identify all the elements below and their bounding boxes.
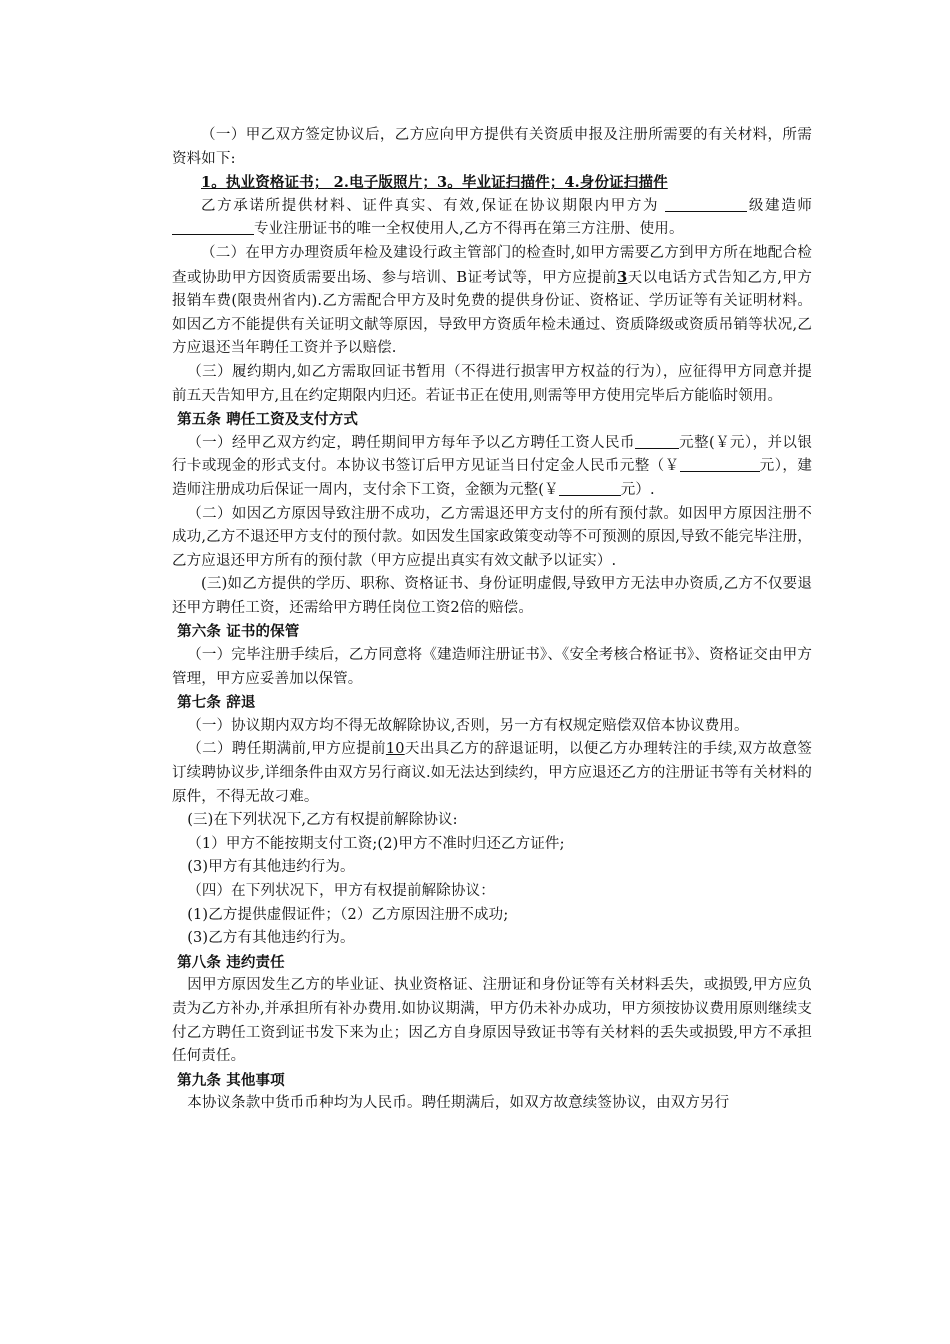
- dismissal-text-7: (1)乙方提供虚假证件；（2）乙方原因注册不成功;: [187, 906, 509, 923]
- dismissal-paragraph-6: [172, 880, 812, 904]
- dismissal-text-1: （一）协议期内双方均不得无故解除协议,否则，另一方有权规定赔偿双倍本协议费用。: [187, 717, 749, 734]
- dismissal-text-5: (3)甲方有其他违约行为。: [187, 859, 355, 876]
- dismissal-paragraph-2: [172, 738, 812, 809]
- dismissal-paragraph-1: [172, 715, 812, 739]
- liability-paragraph: [172, 974, 812, 1068]
- annual-salary-blank: [635, 433, 679, 449]
- borrow-text: （三）履约期内,如乙方需取回证书暂用（不得进行损害甲方权益的行为），应征得甲方同意并提前五天告知甲方,且在约定期限内归还。若证书正在使用,则需等甲方使用完毕后方能临时领用。: [172, 363, 812, 404]
- salary-text-d: 元整（￥: [619, 458, 680, 475]
- salary-text-f: 元整(￥: [508, 481, 559, 498]
- promise-paragraph: [172, 195, 812, 242]
- dismissal-paragraph-3: [172, 809, 812, 833]
- inspection-text-a: （二）在甲方办理资质年检及建设行政主管部门的检查时,如甲方需要乙方到甲方所在地配合检查或协助甲方因资质需要出场、参与培训、B证考试等，甲方应提前: [172, 244, 812, 286]
- certificate-borrow-paragraph: [172, 361, 812, 408]
- custody-text: （一）完毕注册手续后，乙方同意将《建造师注册证书》、《安全考核合格证书》、资格证交由甲方管理，甲方应妥善加以保管。: [172, 647, 812, 687]
- salary-text-a: （一）经甲乙双方约定，聘任期间甲方每年予以乙方聘任工资人民币: [187, 434, 635, 451]
- salary-text-b: 元整(￥: [678, 434, 730, 451]
- dismissal-text-4: （1）甲方不能按期支付工资;(2)甲方不准时归还乙方证件;: [187, 835, 565, 852]
- custody-paragraph: [172, 644, 812, 691]
- dismissal-paragraph-8: [172, 927, 812, 951]
- level-blank: [665, 196, 747, 212]
- false-documents-paragraph: [172, 573, 812, 620]
- false-documents-text: (三)如乙方提供的学历、职称、资格证书、身份证明虚假,导致甲方无法申办资质,乙方不仅要退还甲方聘任工资，还需给甲方聘任岗位工资2倍的赔偿。: [172, 576, 812, 616]
- other-matters-text: 本协议条款中货币币种均为人民币。聘任期满后，如双方故意续签协议，由双方另行: [187, 1095, 730, 1112]
- dismissal-text-2a: （二）聘任期满前,甲方应提前: [187, 741, 386, 758]
- required-materials-list: [172, 171, 812, 195]
- deposit-blank: [680, 456, 760, 472]
- inspection-text-b: 天以电话方式告知乙方,甲方报销车费(限贵州省内).乙方需配合甲方及时免费的提供身份证、资格证、学历证等有关证明材料。如因乙方不能提供有关证明文献等原因，导致甲方资质年检未通过、资质降级或资质吊销等状况,乙方应退还当年聘任工资并予以赔偿.: [172, 269, 812, 357]
- article-9-heading: 第九条 其他事项: [177, 1071, 285, 1089]
- document-page: [172, 124, 812, 1116]
- refund-text: （二）如因乙方原因导致注册不成功，乙方需退还甲方支付的所有预付款。如因甲方原因注册不成功,乙方不退还甲方支付的预付款。如因发生国家政策变动等不可预测的原因,导致不能完毕注册，乙方应退还甲方所有的预付款（甲方应提出真实有效文献予以证实）.: [172, 505, 812, 569]
- other-matters-paragraph: [172, 1092, 812, 1116]
- remaining-blank: [559, 480, 621, 496]
- liability-text: 因甲方原因发生乙方的毕业证、执业资格证、注册证和身份证等有关材料丢失，或损毁,甲方应负责为乙方补办,并承担所有补办费用.如协议期满，甲方仍未补办成功，甲方须按协议费用原则继续支付乙方聘任工资到证书发下来为止；因乙方自身原因导致证书等有关材料的丢失或损毁,甲方不承担任何责任。: [172, 977, 812, 1065]
- salary-text-g: 元）.: [620, 481, 655, 498]
- inspection-paragraph: [172, 242, 812, 361]
- dismissal-text-3: (三)在下列状况下,乙方有权提前解除协议:: [187, 812, 458, 829]
- clause-text: （一）甲乙双方签定协议后，乙方应向甲方提供有关资质申报及注册所需要的有关材料，所需资料如下:: [172, 127, 812, 167]
- notice-days-value: 3: [617, 268, 628, 286]
- dismissal-text-2b: 天出具乙方的辞退证明，以便乙方办理转注的手续,双方故意签订续聘协议步,详细条件由双方另行商议.如无法达到续约，甲方应退还乙方的注册证书等有关材料的原件，不得无故刁难。: [172, 741, 812, 805]
- article-5-heading: 第五条 聘任工资及支付方式: [177, 411, 359, 429]
- dismissal-paragraph-7: [172, 904, 812, 928]
- article-6-heading: 第六条 证书的保管: [177, 623, 300, 641]
- article-8-heading: 第八条 违约责任: [177, 953, 285, 971]
- dismissal-text-8: (3)乙方有其他违约行为。: [187, 930, 355, 947]
- salary-paragraph: [172, 432, 812, 503]
- specialty-blank: [172, 219, 254, 235]
- article-7-heading: 第七条 辞退: [177, 694, 256, 712]
- dismissal-paragraph-4: [172, 833, 812, 857]
- salary-text-e: 元），建造师注册成功后保证一周内，支付余下工资，金额为: [172, 458, 812, 498]
- promise-text-a: 乙方承诺所提供材料、证件真实、有效,保证在协议期限内甲方为: [201, 197, 660, 214]
- dismissal-text-6: （四）在下列状况下，甲方有权提前解除协议：: [187, 883, 495, 899]
- materials-list-text: 1。执业资格证书； 2.电子版照片；3。毕业证扫描件；4.身份证扫描件: [201, 174, 668, 192]
- dismissal-days-value: 10: [385, 741, 405, 758]
- clause-5-1-paragraph: [172, 124, 812, 171]
- dismissal-paragraph-5: [172, 856, 812, 880]
- promise-text-b: 级建造师: [747, 197, 812, 214]
- promise-text-c: 专业注册证书的唯一全权使用人,乙方不得再在第三方注册、使用。: [254, 221, 684, 238]
- salary-text-c: 元），并以银行卡或现金的形式支付。本协议书签订后甲方见证当日付定金人民币: [172, 434, 813, 475]
- refund-paragraph: [172, 503, 812, 574]
